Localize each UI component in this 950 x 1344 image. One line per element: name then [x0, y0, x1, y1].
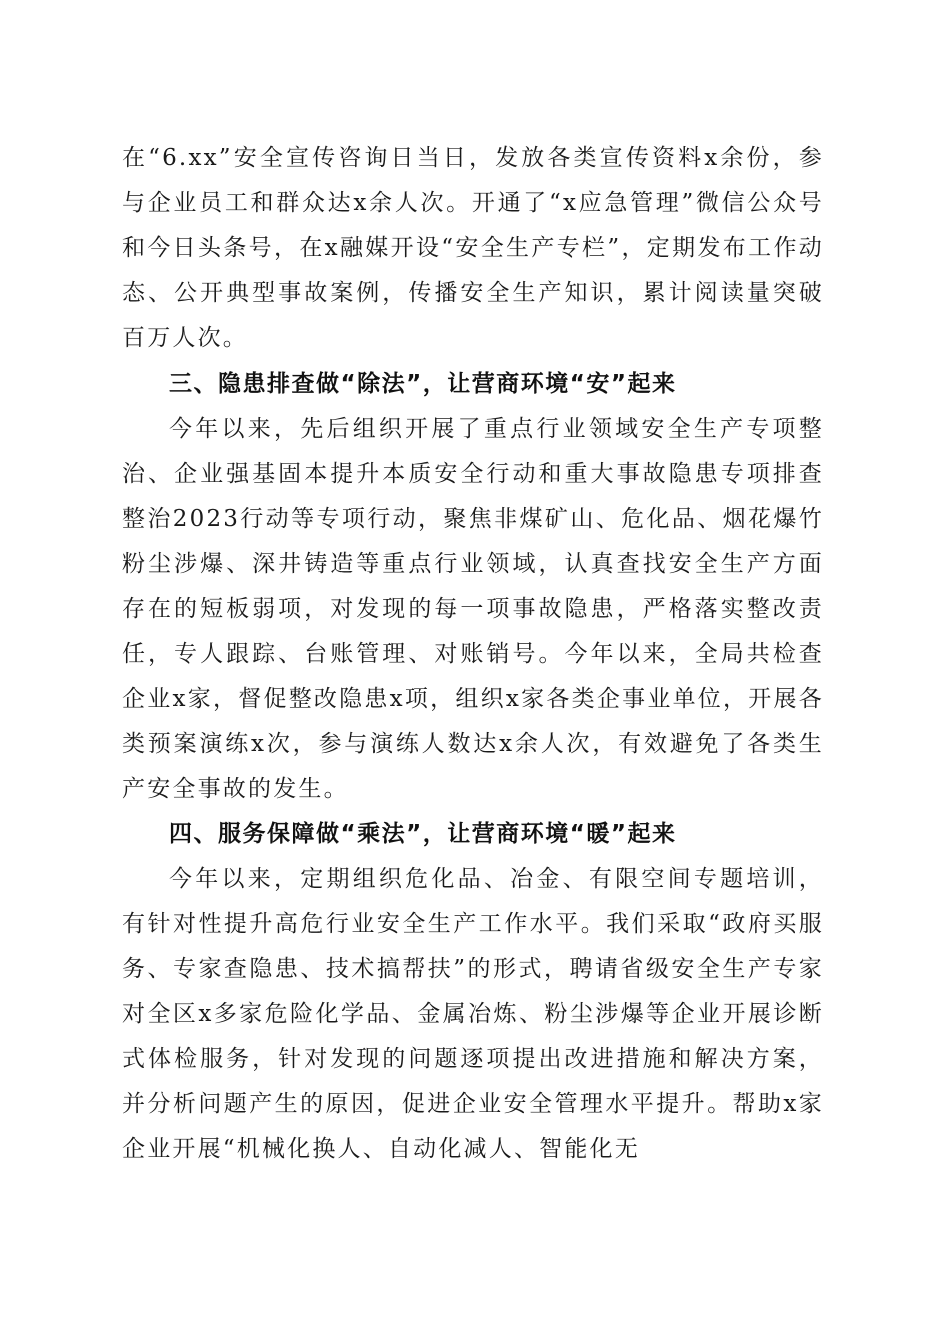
section-heading-3: 三、隐患排查做“除法”，让营商环境“安”起来 [169, 371, 677, 397]
paragraph-section-3: 今年以来，先后组织开展了重点行业领域安全生产专项整治、企业强基固本提升本质安全行动和重大事故隐患专项排查整治2023行动等专项行动，聚焦非煤矿山、危化品、烟花爆竹粉尘涉爆、深井铸造等重点行业领域，认真查找安全生产方面存在的短板弱项，对发现的每一项事故隐患，严格落实整改责任，专人跟踪、台账管理、对账销号。今年以来，全局共检查企业x家，督促整改隐患x项，组织x家各类企事业单位，开展各类预案演练x次，参与演练人数达x余人次，有效避免了各类生产安全事故的发生。 [122, 416, 824, 802]
paragraph-intro: 在“6.xx”安全宣传咨询日当日，发放各类宣传资料x余份，参与企业员工和群众达x余人次。开通了“x应急管理”微信公众号和今日头条号，在x融媒开设“安全生产专栏”，定期发布工作动态、公开典型事故案例，传播安全生产知识，累计阅读量突破百万人次。 [122, 145, 824, 351]
paragraph-section-4: 今年以来，定期组织危化品、冶金、有限空间专题培训，有针对性提升高危行业安全生产工作水平。我们采取“政府买服务、专家查隐患、技术搞帮扶”的形式，聘请省级安全生产专家对全区x多家危险化学品、金属冶炼、粉尘涉爆等企业开展诊断式体检服务，针对发现的问题逐项提出改进措施和解决方案，并分析问题产生的原因，促进企业安全管理水平提升。帮助x家企业开展“机械化换人、自动化减人、智能化无 [122, 866, 824, 1162]
section-heading-4: 四、服务保障做“乘法”，让营商环境“暖”起来 [169, 821, 677, 847]
